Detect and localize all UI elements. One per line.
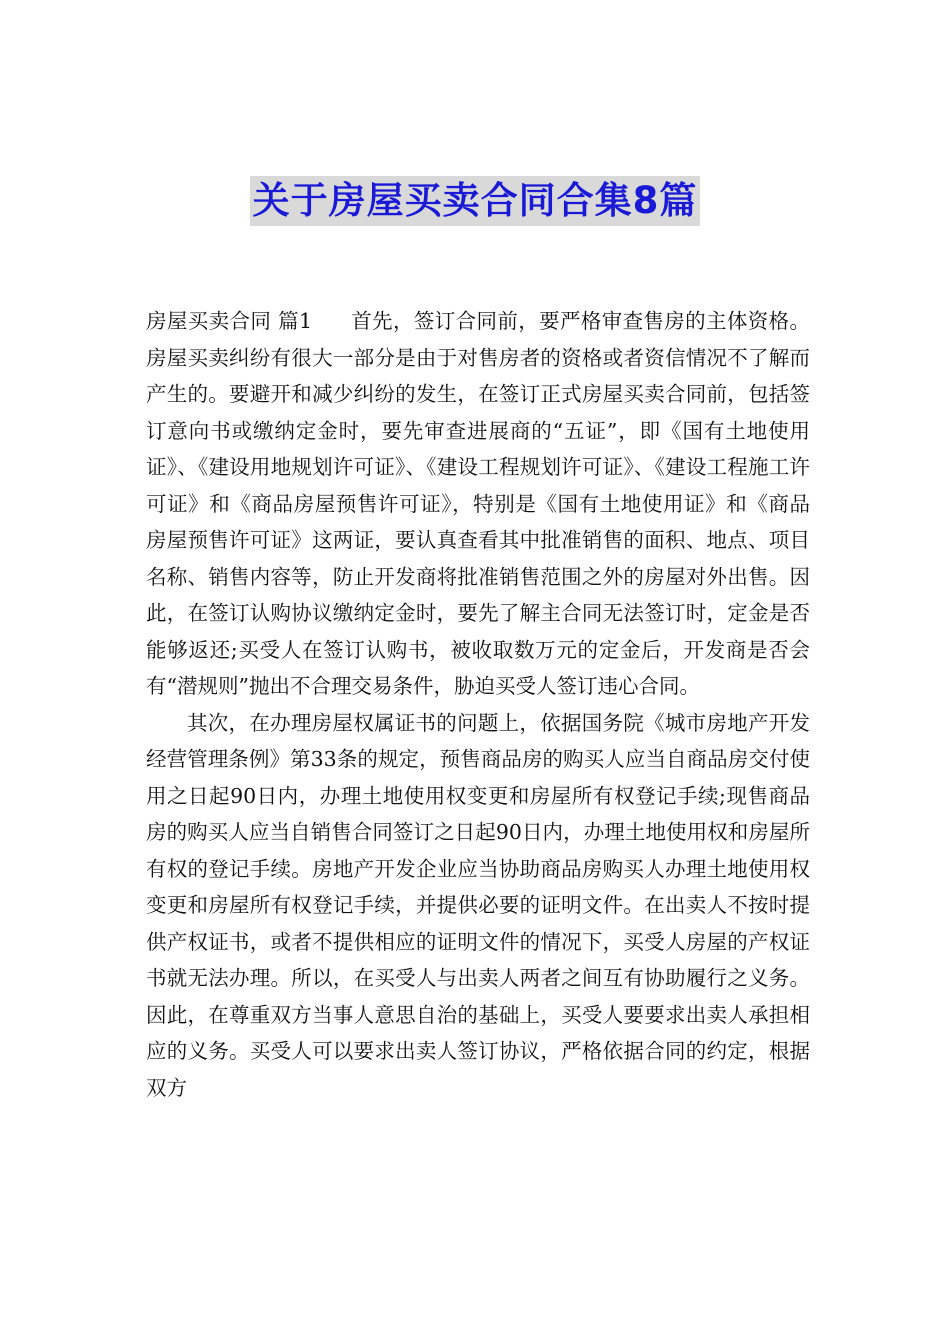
paragraph-1-text: 首先，签订合同前，要严格审查售房的主体资格。房屋买卖纠纷有很大一部分是由于对售房者的资格或者资信情况不了解而产生的。要避开和减少纠纷的发生，在签订正式房屋买卖合同前，包括签订意向书或缴纳定金时，要先审查进展商的“五证”，即《国有土地使用证》、《建设用地规划许可证》、《建设工程规划许可证》、《建设工程施工许可证》和《商品房屋预售许可证》，特别是《国有土地使用证》和《商品房屋预售许可证》这两证，要认真查看其中批准销售的面积、地点、项目名称、销售内容等，防止开发商将批准销售范围之外的房屋对外出售。因此，在签订认购协议缴纳定金时，要先了解主合同无法签订时，定金是否能够返还;买受人在签订认购书，被收取数万元的定金后，开发商是否会有“潜规则”抛出不合理交易条件，胁迫买受人签订违心合同。 — [146, 309, 811, 698]
paragraph-1 — [146, 303, 810, 705]
title-block — [0, 176, 950, 226]
paragraph-2: 其次，在办理房屋权属证书的问题上，依据国务院《城市房地产开发经营管理条例》第33条的规定，预售商品房的购买人应当自商品房交付使用之日起90日内，办理土地使用权变更和房屋所有权登记手续;现售商品房的购买人应当自销售合同签订之日起90日内，办理土地使用权和房屋所有权的登记手续。房地产开发企业应当协助商品房购买人办理土地使用权变更和房屋所有权登记手续，并提供必要的证明文件。在出卖人不按时提供产权证书，或者不提供相应的证明文件的情况下，买受人房屋的产权证书就无法办理。所以，在买受人与出卖人两者之间互有协助履行之义务。因此，在尊重双方当事人意思自治的基础上，买受人要要求出卖人承担相应的义务。买受人可以要求出卖人签订协议，严格依据合同的约定，根据双方 — [146, 710, 810, 1100]
document-title: 关于房屋买卖合同合集8篇 — [250, 176, 701, 226]
section-label: 房屋买卖合同 篇1 — [146, 309, 312, 333]
document-body — [146, 303, 810, 1106]
